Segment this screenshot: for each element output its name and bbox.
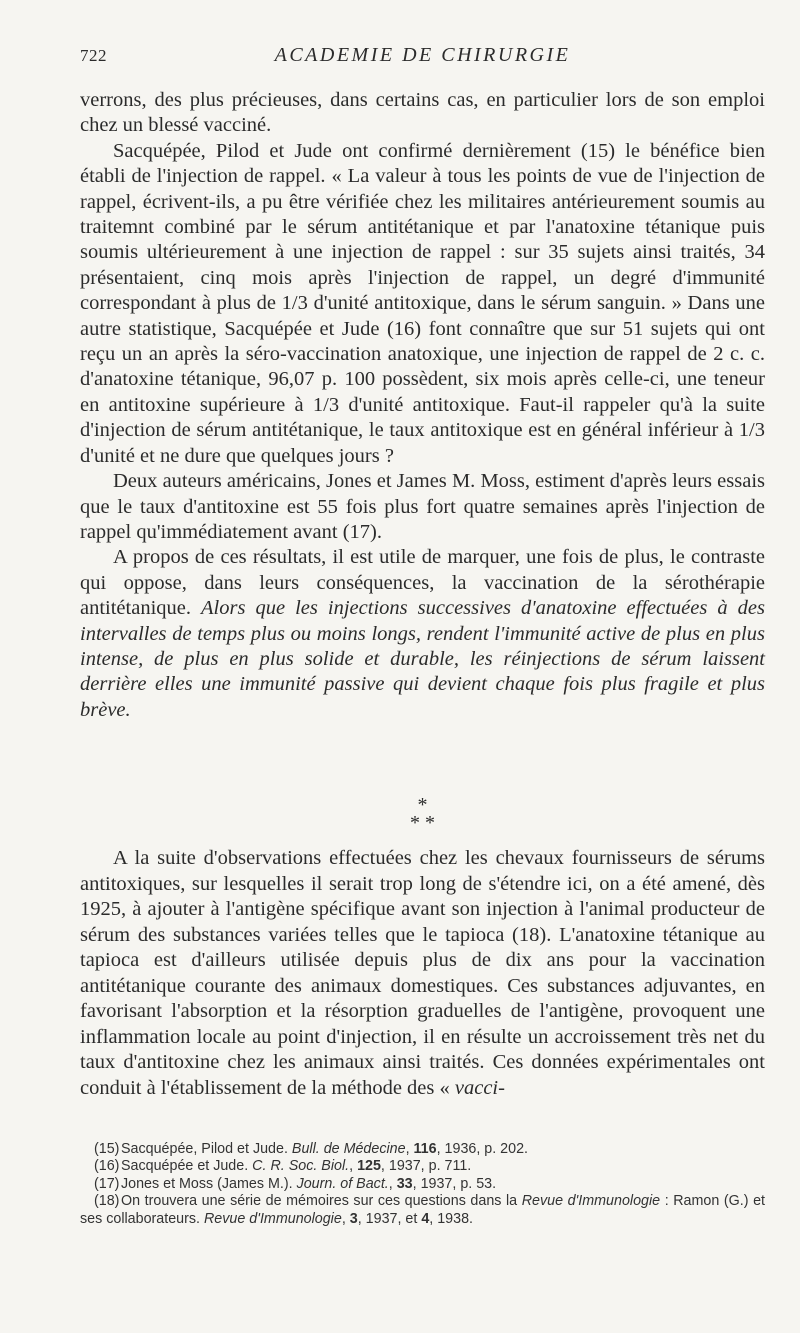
- footnote-text: , 1937, p. 53.: [412, 1175, 497, 1192]
- footnotes: [80, 1141, 765, 1228]
- footnote-journal: Revue d'Immunologie: [521, 1193, 661, 1210]
- footnote-journal: Bull. de Médecine: [291, 1141, 406, 1157]
- footnote-journal: Journ. of Bact.: [296, 1175, 389, 1192]
- page-number: 722: [80, 46, 107, 65]
- footnote-volume: 4: [421, 1210, 430, 1227]
- footnote-text: Sacquépée, Pilod et Jude.: [121, 1141, 292, 1157]
- footnote-text: ,: [349, 1158, 358, 1175]
- footnote-volume: 125: [357, 1158, 381, 1175]
- paragraph-2: Sacquépée, Pilod et Jude ont confirmé dernièrement (15) le bénéfice bien établi de l'injection de rappel. « La valeur à tous les points de vue de l'injection de rappel, écrivent-ils, a pu être vérifiée chez les militaires antérieurement soumis au traitemnt combiné par le sérum antitétanique et par l'anatoxine tétanique puis soumis ultérieurement à une injection de rappel : sur 35 sujets ainsi traités, 34 présentaient, cinq mois après l'injection de rappel, un degré d'immunité correspondant à plus de 1/3 d'unité antitoxique, dans le sérum sanguin. » Dans une autre statistique, Sacquépée et Jude (16) font connaître que sur 51 sujets qui ont reçu un an après la séro-vaccination anatoxique, une injection de rappel de 2 c. c. d'anatoxine tétanique, 96,07 p. 100 possèdent, six mois après celle-ci, une teneur en antitoxine supérieure à 1/3 d'unité antitoxique. Faut-il rappeler qu'à la suite d'injection de sérum antitétanique, le taux antitoxique est en général inférieur à 1/3 d'unité et ne dure que quelques jours ?: [80, 139, 765, 467]
- footnote-16: [80, 1158, 765, 1175]
- section-2: [80, 846, 765, 1101]
- footnote-journal: C. R. Soc. Biol.: [252, 1158, 350, 1175]
- footnote-volume: 3: [349, 1210, 358, 1227]
- footnote-journal: Revue d'Immunologie: [203, 1210, 342, 1227]
- footnote-text: , 1937, et: [357, 1210, 422, 1227]
- paragraph-1: verrons, des plus précieuses, dans certains cas, en particulier lors de son emploi chez un blessé vacciné.: [80, 89, 765, 137]
- footnote-volume: 33: [396, 1175, 413, 1192]
- paragraph-4-plain: A propos de ces résultats, il est utile de marquer, une fois de plus, le contraste qui oppose, dans leurs conséquences, la vaccination de la sérothérapie antitétanique.: [80, 546, 765, 620]
- footnote-18: [80, 1193, 765, 1228]
- paragraph-4-italic: Alors que les injections successives d'anatoxine effectuées à des intervalles de temps plus ou moins longs, rendent l'immunité active de plus en plus intense, de plus en plus solide et durable, les réinjections de sérum laissent derrière elles une immunité passive qui devient chaque fois plus fragile et plus brève.: [80, 597, 765, 721]
- asterism-top: *: [417, 794, 428, 816]
- asterism-separator: [80, 796, 765, 832]
- footnote-number: (18): [94, 1193, 120, 1210]
- running-title: ACADEMIE DE CHIRURGIE: [274, 44, 571, 66]
- footnote-text: , 1936, p. 202.: [436, 1141, 529, 1157]
- footnote-text: ,: [405, 1141, 414, 1157]
- body-text: [80, 88, 765, 723]
- footnote-text: Jones et Moss (James M.).: [121, 1175, 297, 1192]
- footnote-17: [80, 1176, 765, 1193]
- page-header: [80, 44, 765, 74]
- paragraph-4: [80, 545, 765, 723]
- paragraph-5-plain: A la suite d'observations effectuées chez les chevaux fournisseurs de sérums antitoxiques, sur lesquelles il serait trop long de s'étendre ici, on a été amené, dès 1925, à ajouter à l'antigène spécifique avant son injection à l'animal producteur de sérum des substances variées telles que le tapioca (18). L'anatoxine tétanique au tapioca est d'ailleurs utilisée depuis plus de dix ans pour la vaccination antitétanique courante des animaux domestiques. Ces substances adjuvantes, en favorisant l'absorption et la résorption graduelles de l'antigène, provoquent une inflammation locale au point d'injection, il en résulte un accroissement très net du taux d'antitoxine chez les animaux ainsi traités. Ces données expérimentales ont conduit à l'établissement de la méthode des «: [80, 847, 765, 1099]
- footnote-text: , 1937, p. 711.: [380, 1158, 472, 1175]
- footnote-number: (16): [94, 1158, 120, 1175]
- footnote-volume: 116: [413, 1141, 437, 1157]
- footnote-number: (15): [94, 1141, 120, 1157]
- footnote-text: Sacquépée et Jude.: [121, 1158, 253, 1175]
- footnote-text: On trouvera une série de mémoires sur ces questions dans la: [121, 1193, 522, 1210]
- footnote-number: (17): [94, 1175, 120, 1192]
- footnote-text: ,: [341, 1210, 350, 1227]
- paragraph-5: [80, 846, 765, 1101]
- footnote-15: [80, 1141, 765, 1158]
- paragraph-3: Deux auteurs américains, Jones et James M. Moss, estiment d'après leurs essais que le taux d'antitoxine est 55 fois plus fort quatre semaines après l'injection de rappel qu'immédiatement avant (17).: [80, 470, 765, 543]
- footnote-text: , 1938.: [429, 1210, 473, 1227]
- asterism-bottom: * *: [410, 812, 435, 834]
- footnote-text: : Ramon (G.) et ses collaborateurs.: [80, 1193, 765, 1227]
- footnote-text: ,: [388, 1175, 397, 1192]
- paragraph-5-italic: vacci-: [454, 1076, 505, 1099]
